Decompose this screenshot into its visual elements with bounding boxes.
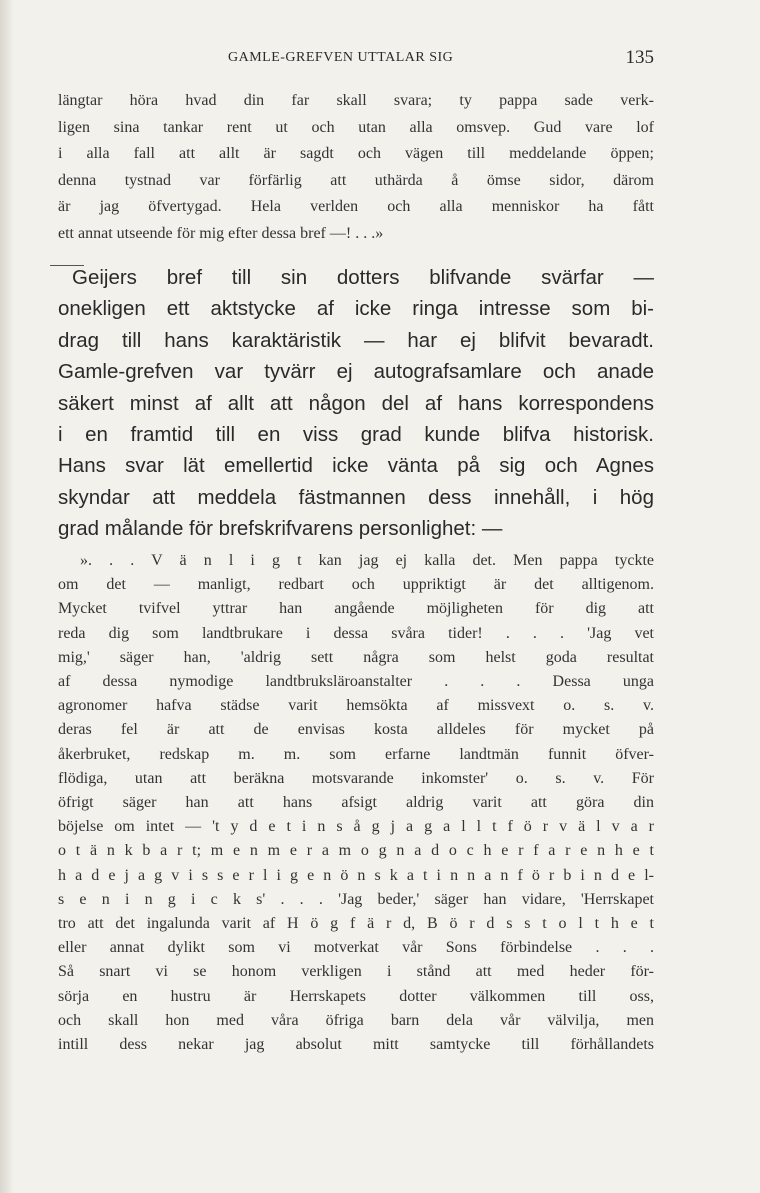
text-line: böjelse om intet — 't y d e t i n s å g j a g a l l t f ö r v ä l v a r <box>58 818 654 836</box>
text-line: längtar höra hvad din far skall svara; ty pappa sade verk- <box>58 92 654 109</box>
text-line: deras fel är att de envisas kosta alldeles för mycket på <box>58 721 654 739</box>
main-paragraph <box>58 262 654 545</box>
text-line: grad målande för brefskrifvarens personlighet: — <box>58 517 503 541</box>
text-line: om det — manligt, redbart och uppriktigt är det alltigenom. <box>58 576 654 594</box>
page-number: 135 <box>625 47 654 68</box>
text-line: tro att det ingalunda varit af H ö g f ä r d, B ö r d s s t o l t h e t <box>58 915 654 933</box>
text-line: i en framtid till en viss grad kunde blifva historisk. <box>58 423 654 447</box>
text-line: sörja en hustru är Herrskapets dotter välkommen till oss, <box>58 987 654 1005</box>
text-line: öfrigt säger han att hans afsigt aldrig varit att göra din <box>58 794 654 812</box>
text-line: mig,' säger han, 'aldrig sett några som helst goda resultat <box>58 648 654 666</box>
text-line: säkert minst af allt att någon del af hans korrespondens <box>58 391 654 415</box>
text-line: flödiga, utan att beräkna motsvarande inkomster' o. s. v. För <box>58 769 654 787</box>
text-line: reda dig som landtbrukare i dessa svåra tider! . . . 'Jag vet <box>58 624 654 642</box>
text-line: af dessa nymodige landtbruksläroanstalter . . . Dessa unga <box>58 673 654 691</box>
running-head <box>58 47 654 72</box>
text-line: intill dess nekar jag absolut mitt samtycke till förhållandets <box>58 1036 654 1054</box>
text-line: Geijers bref till sin dotters blifvande svärfar — <box>72 266 654 289</box>
text-line: Mycket tvifvel yttrar han angående möjligheten för dig att <box>58 600 654 618</box>
text-line: o t ä n k b a r t; m e n m e r a m o g n a d o c h e r f a r e n h e t <box>58 842 654 860</box>
text-line: ». . . V ä n l i g t kan jag ej kalla det. Men pappa tyckte <box>80 552 654 569</box>
text-line: ligen sina tankar rent ut och utan alla omsvep. Gud vare lof <box>58 118 654 136</box>
quote-intro-block <box>58 88 654 247</box>
text-line: agronomer hafva städse varit hemsökta af missvext o. s. v. <box>58 697 654 715</box>
text-line: h a d e j a g v i s s e r l i g e n ö n s k a t i n n a n f ö r b i n d e l- <box>58 866 654 884</box>
text-line: och skall hon med våra öfriga barn dela vår välvilja, men <box>58 1011 654 1029</box>
text-line: Så snart vi se honom verkligen i stånd att med heder för- <box>58 963 654 981</box>
text-line: eller annat dylikt som vi motverkat vår Sons förbindelse . . . <box>58 939 654 957</box>
letter-quote-block <box>58 549 654 1057</box>
text-line: denna tystnad var förfärlig att uthärda å ömse sidor, därom <box>58 171 654 189</box>
text-line: Gamle-grefven var tyvärr ej autografsamlare och anade <box>58 360 654 384</box>
text-line: åkerbruket, redskap m. m. som erfarne landtmän funnit öfver- <box>58 745 654 763</box>
text-line: ett annat utseende för mig efter dessa bref —! . . .» <box>58 224 384 242</box>
text-line: s e n i n g i c k s' . . . 'Jag beder,' säger han vidare, 'Herrskapet <box>58 890 654 908</box>
running-title: GAMLE-GREFVEN UTTALAR SIG <box>228 50 454 65</box>
text-line: i alla fall att allt är sagdt och vägen till meddelande öppen; <box>58 145 654 162</box>
text-line: drag till hans karaktäristik — har ej blifvit bevaradt. <box>58 328 654 352</box>
text-line: är jag öfvertygad. Hela verlden och alla menniskor ha fått <box>58 198 654 215</box>
page-edge-shadow <box>0 0 14 1193</box>
text-line: skyndar att meddela fästmannen dess innehåll, i hög <box>58 485 654 509</box>
text-line: Hans svar lät emellertid icke vänta på sig och Agnes <box>58 454 654 478</box>
text-line: onekligen ett aktstycke af icke ringa intresse som bi- <box>58 297 654 321</box>
